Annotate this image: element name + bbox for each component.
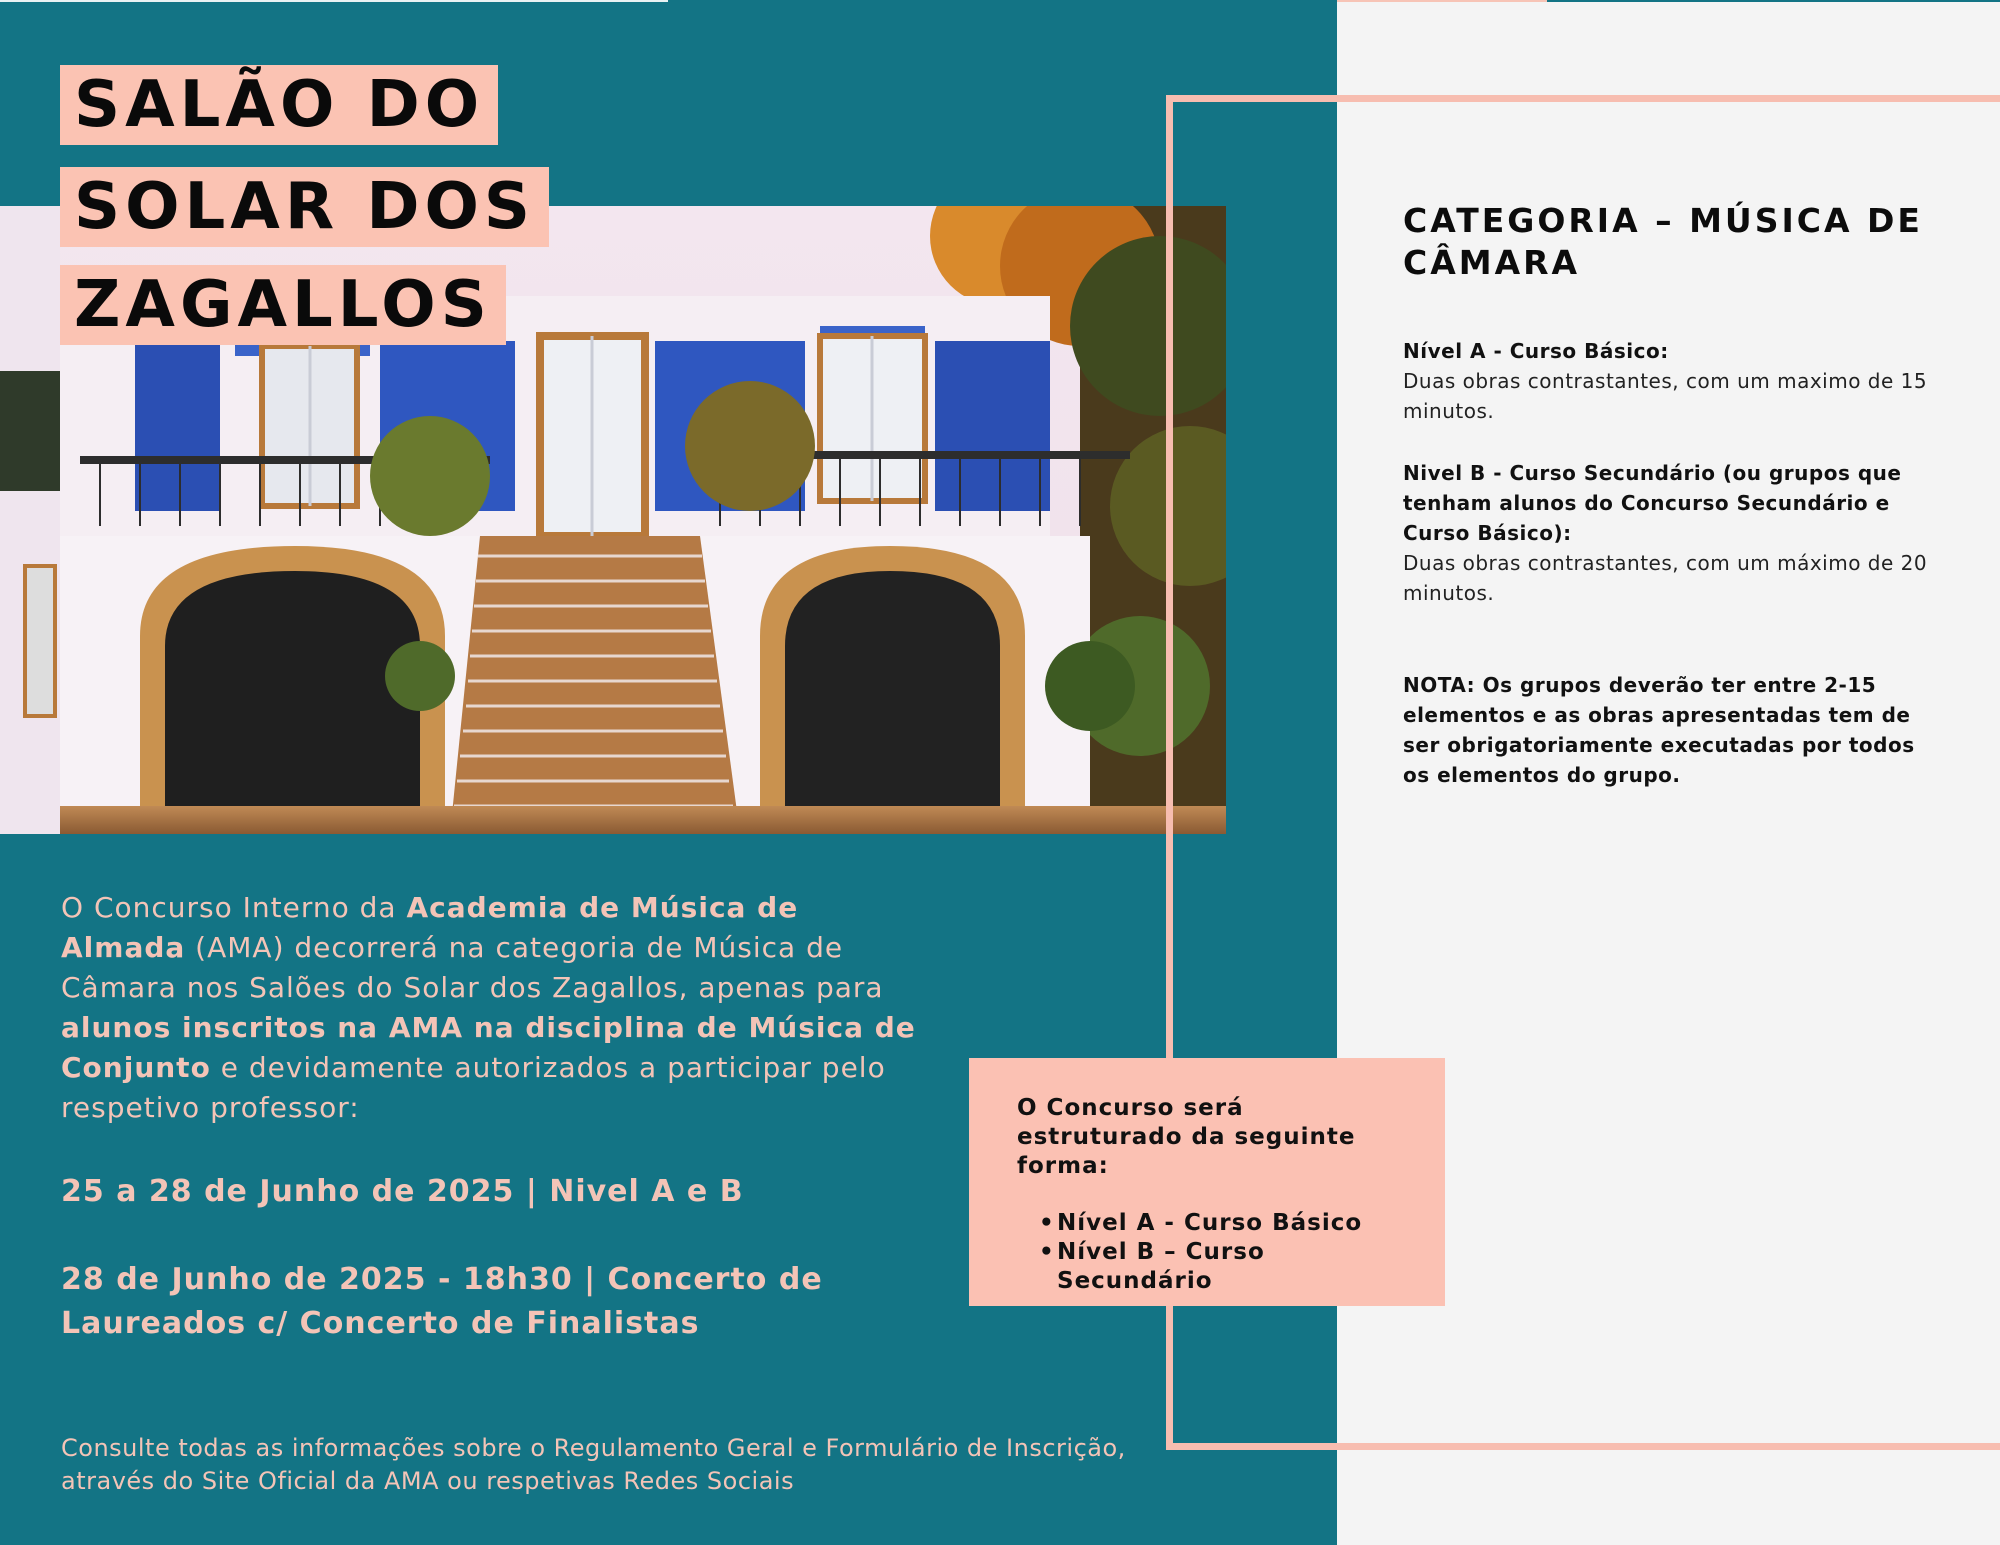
intro-paragraph xyxy=(61,888,931,1128)
structure-box xyxy=(969,1058,1445,1306)
list-item: • Nível B – Curso Secundário xyxy=(1057,1238,1415,1296)
intro-text-2: (AMA) decorrerá na categoria de Música de Câmara nos Salões do Solar dos Zagallos, apenas para xyxy=(61,931,884,1004)
title-line-2: SOLAR DOS xyxy=(60,167,549,247)
structure-list xyxy=(1017,1209,1415,1296)
list-item: • Nível A - Curso Básico xyxy=(1057,1209,1415,1238)
date-concert: 28 de Junho de 2025 - 18h30 | Concerto de Laureados c/ Concerto de Finalistas xyxy=(61,1262,823,1341)
level-a-text: Duas obras contrastantes, com um maximo de 15 minutos. xyxy=(1403,369,1928,423)
level-a-heading: Nível A - Curso Básico: xyxy=(1403,339,1669,363)
level-b-text: Duas obras contrastantes, com um máximo de 20 minutos. xyxy=(1403,551,1928,605)
top-accent-line xyxy=(0,0,668,2)
structure-heading: O Concurso será estruturado da seguinte forma: xyxy=(1017,1095,1356,1179)
title-line-3: ZAGALLOS xyxy=(60,265,506,345)
note-text: NOTA: Os grupos deverão ter entre 2-15 elementos e as obras apresentadas tem de ser obrigatoriamente executadas por todos os elementos do grupo. xyxy=(1403,673,1915,787)
title-line-1: SALÃO DO xyxy=(60,65,498,145)
footer-info: Consulte todas as informações sobre o Regulamento Geral e Formulário de Inscrição, através do Site Oficial da AMA ou respetivas Redes Sociais xyxy=(61,1434,1126,1495)
level-a-block xyxy=(1403,336,1943,426)
top-accent-line-pink xyxy=(1337,0,1547,2)
intro-text-3: e devidamente autorizados a participar pelo respetivo professor: xyxy=(61,1051,886,1124)
level-b-heading: Nivel B - Curso Secundário (ou grupos que tenham alunos do Concurso Secundário e Curso Básico): xyxy=(1403,461,1902,545)
intro-eligibility: alunos inscritos na AMA na disciplina de Música de Conjunto xyxy=(61,1011,916,1084)
top-accent-line-teal xyxy=(1547,0,2000,2)
category-title: CATEGORIA – MÚSICA DE CÂMARA xyxy=(1403,201,1923,282)
intro-text-1: O Concurso Interno da xyxy=(61,891,407,924)
date-competition: 25 a 28 de Junho de 2025 | Nivel A e B xyxy=(61,1174,744,1209)
level-b-block xyxy=(1403,458,1943,608)
intro-academy-name: Academia de Música de Almada xyxy=(61,891,799,964)
